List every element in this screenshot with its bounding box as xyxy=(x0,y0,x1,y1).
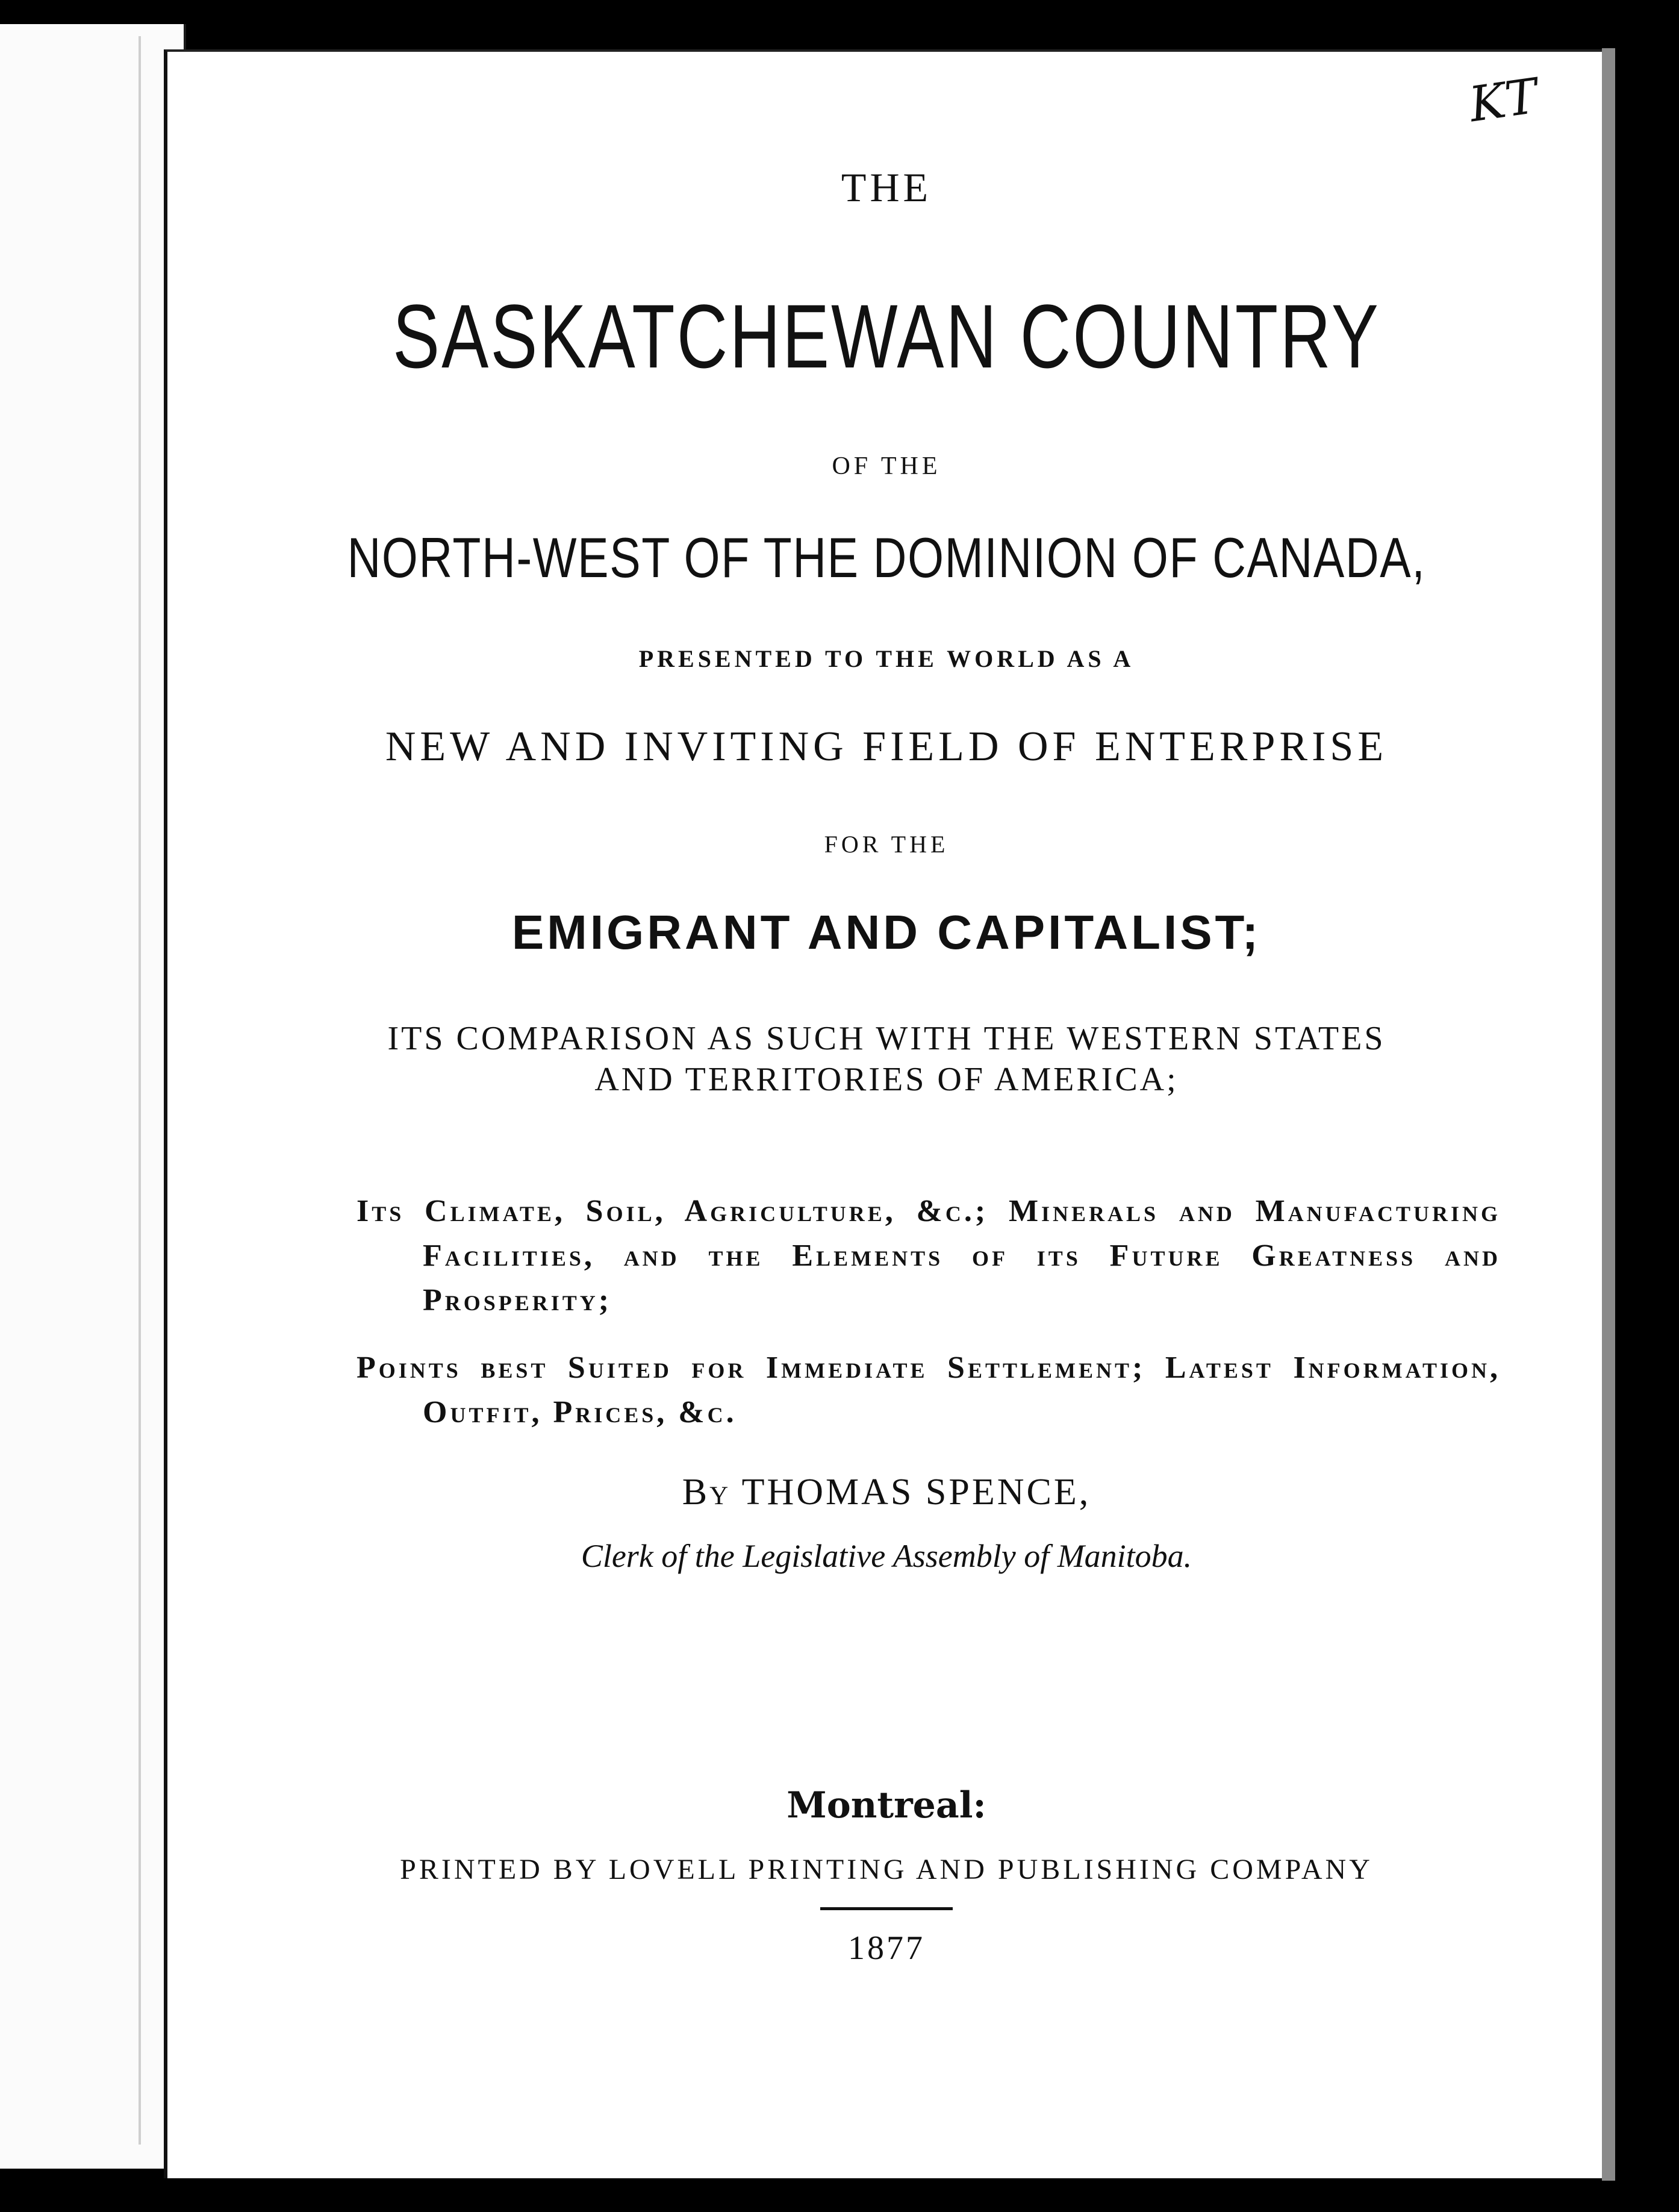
handwritten-margin-mark: KT xyxy=(1466,67,1542,133)
main-title: SASKATCHEWAN COUNTRY xyxy=(393,286,1380,387)
facing-page xyxy=(0,24,186,2169)
imprint-year: 1877 xyxy=(848,1929,925,1967)
audience-heading: EMIGRANT AND CAPITALIST; xyxy=(511,905,1262,959)
page-edge-line xyxy=(139,36,141,2145)
author-title: Clerk of the Legislative Assembly of Manitoba. xyxy=(581,1538,1192,1574)
title-page-content xyxy=(164,49,1609,2176)
presented-line: PRESENTED TO THE WORLD AS A xyxy=(638,645,1135,672)
imprint-printer: PRINTED BY LOVELL PRINTING AND PUBLISHING COMPANY xyxy=(400,1854,1373,1886)
comparison-line-1: ITS COMPARISON AS SUCH WITH THE WESTERN STATES xyxy=(387,1020,1386,1057)
climate-paragraph: Its Climate, Soil, Agriculture, &c.; Minerals and Manufacturing Facilities, and the Elements of its Future Greatness and Prosperity; xyxy=(357,1194,1501,1317)
imprint-rule xyxy=(820,1907,953,1910)
comparison-line-2: AND TERRITORIES OF AMERICA; xyxy=(594,1061,1179,1098)
field-heading: NEW AND INVITING FIELD OF ENTERPRISE xyxy=(385,723,1388,770)
subtitle-of-the: OF THE xyxy=(832,452,941,480)
region-heading: NORTH-WEST OF THE DOMINION OF CANADA, xyxy=(347,526,1426,589)
comparison-block xyxy=(164,1018,1609,1100)
author-prefix: By xyxy=(682,1472,731,1513)
imprint-place: Montreal: xyxy=(787,1784,986,1826)
author-line xyxy=(164,1471,1609,1514)
settlement-paragraph: Points best Suited for Immediate Settlement; Latest Information, Outfit, Prices, &c. xyxy=(357,1351,1501,1429)
title-the: THE xyxy=(841,164,932,210)
author-name: THOMAS SPENCE, xyxy=(741,1472,1091,1513)
for-the-line: FOR THE xyxy=(824,831,949,858)
